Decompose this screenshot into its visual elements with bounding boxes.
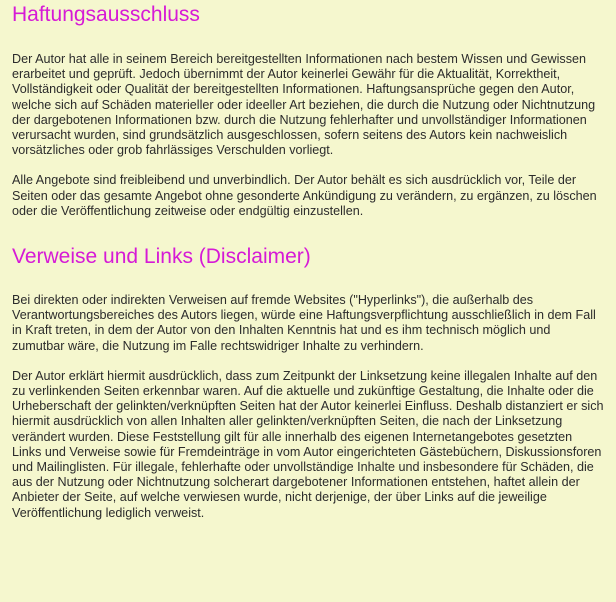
- section-haftungsausschluss: [12, 0, 604, 219]
- section-verweise-links: [12, 245, 604, 521]
- paragraph-links-1: Bei direkten oder indirekten Verweisen auf fremde Websites ("Hyperlinks"), die außerhalb des Verantwortungsbereiches des Autors liegen, würde eine Haftungsverpflichtung ausschließlich in dem Fall in Kraft treten, in dem der Autor von den Inhalten Kenntnis hat und es ihm technisch möglich und zumutbar wäre, die Nutzung im Falle rechtswidriger Inhalte zu verhindern.: [12, 293, 596, 353]
- paragraph-haftung-1: Der Autor hat alle in seinem Bereich bereitgestellten Informationen nach bestem Wissen und Gewissen erarbeitet und geprüft. Jedoch übernimmt der Autor keinerlei Gewähr für die Aktualität, Korrektheit, Vollständigkeit oder Qualität der bereitgestellten Informationen. Haftungsansprüche gegen den Autor, welche sich auf Schäden materieller oder ideeller Art beziehen, die durch die Nutzung oder Nichtnutzung der dargebotenen Informationen bzw. durch die Nutzung fehlerhafter und unvollständiger Informationen verursacht wurden, sind grundsätzlich ausgeschlossen, sofern seitens des Autors kein nachweislich vorsätzliches oder grob fahrlässiges Verschulden vorliegt.: [12, 52, 596, 158]
- paragraph-links-2: Der Autor erklärt hiermit ausdrücklich, dass zum Zeitpunkt der Linksetzung keine illegalen Inhalte auf den zu verlinkenden Seiten erkennbar waren. Auf die aktuelle und zukünftige Gestaltung, die Inhalte oder die Urheberschaft der gelinkten/verknüpften Seiten hat der Autor keinerlei Einfluss. Deshalb distanziert er sich hiermit ausdrücklich von allen Inhalten aller gelinkten/verknüpften Seiten, die nach der Linksetzung verändert wurden. Diese Feststellung gilt für alle innerhalb des eigenen Internetangebotes gesetzten Links und Verweise sowie für Fremdeinträge in vom Autor eingerichteten Gästebüchern, Diskussionsforen und Mailinglisten. Für illegale, fehlerhafte oder unvollständige Inhalte und insbesondere für Schäden, die aus der Nutzung oder Nichtnutzung solcherart dargebotener Informationen entstehen, haftet allein der Anbieter der Seite, auf welche verwiesen wurde, nicht derjenige, der über Links auf die jeweilige Veröffentlichung lediglich verweist.: [12, 368, 604, 520]
- section-heading-haftungsausschluss: Haftungsausschluss: [12, 3, 200, 26]
- paragraph-haftung-2: Alle Angebote sind freibleibend und unverbindlich. Der Autor behält es sich ausdrücklich vor, Teile der Seiten oder das gesamte Angebot ohne gesonderte Ankündigung zu verändern, zu ergänzen, zu löschen oder die Veröffentlichung zeitweise oder endgültig einzustellen.: [12, 173, 597, 218]
- section-heading-verweise-links: Verweise und Links (Disclaimer): [12, 245, 311, 269]
